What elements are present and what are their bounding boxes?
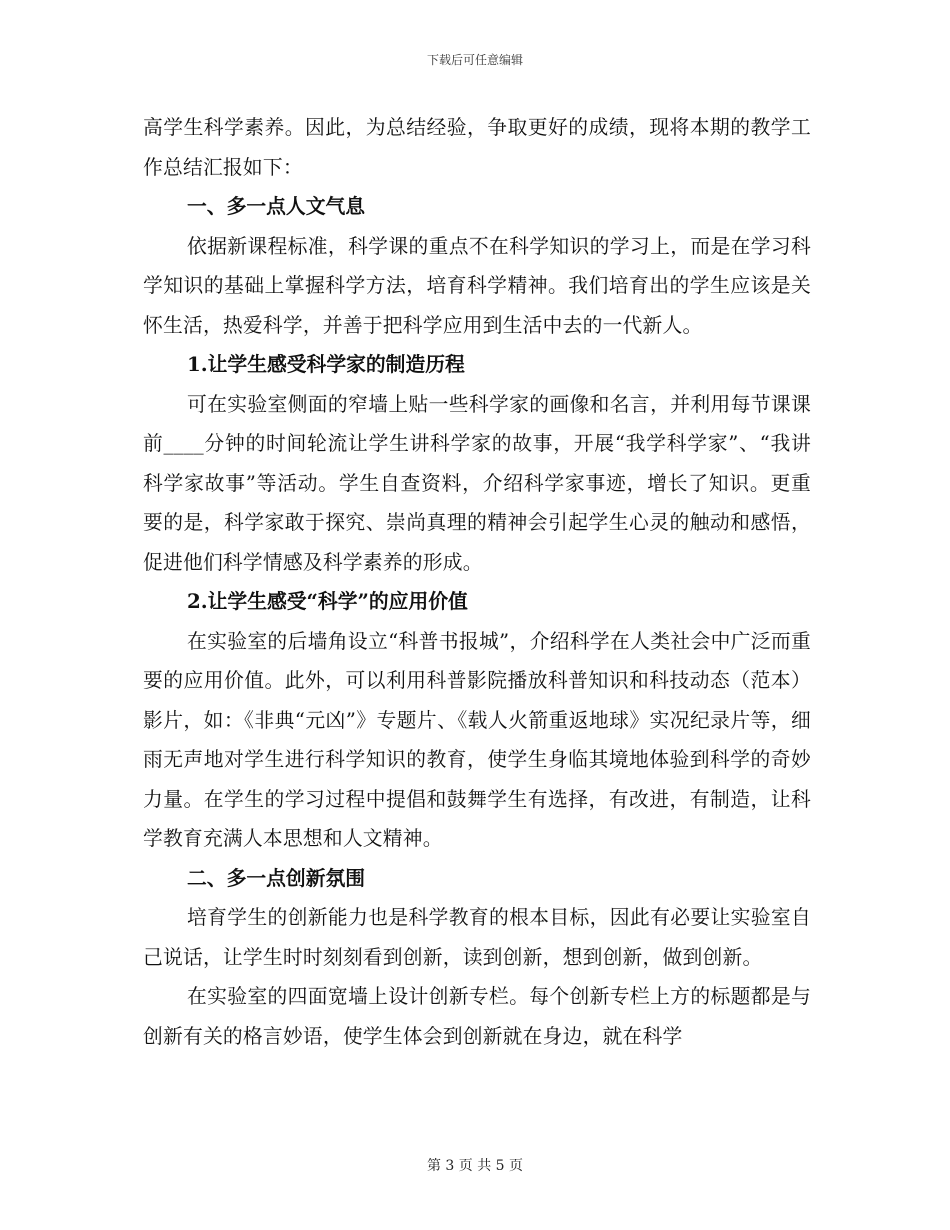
subheading-application-value: 2.让学生感受“科学”的应用价值 xyxy=(187,589,468,613)
section-heading-humanities: 一、多一点人文气息 xyxy=(187,194,366,218)
subheading-scientist-history: 1.让学生感受科学家的制造历程 xyxy=(187,352,465,376)
paragraph-innovation-column: 在实验室的四面宽墙上设计创新专栏。每个创新专栏上方的标题都是与创新有关的格言妙语，使学生体会到创新就在身边，就在科学 xyxy=(143,985,811,1048)
paragraph-curriculum-standard: 依据新课程标准，科学课的重点不在科学知识的学习上，而是在学习科学知识的基础上掌握科学方法，培育科学精神。我们培育出的学生应该是关怀生活，热爱科学，并善于把科学应用到生活中去的一代新人。 xyxy=(143,234,811,337)
paragraph-science-book-city: 在实验室的后墙角设立“科普书报城”，介绍科学在人类社会中广泛而重要的应用价值。此外，可以利用科普影院播放科普知识和科技动态（范本）影片，如：《非典“元凶”》专题片、《载人火箭重返地球》实况纪录片等，细雨无声地对学生进行科学知识的教育，使学生身临其境地体验到科学的奇妙力量。在学生的学习过程中提倡和鼓舞学生有选择，有改进，有制造，让科学教育充满人本思想和人文精神。 xyxy=(143,629,811,850)
paragraph-scientist-stories: 可在实验室侧面的窄墙上贴一些科学家的画像和名言，并利用每节课课前____分钟的时间轮流让学生讲科学家的故事，开展“我学科学家”、“我讲科学家故事”等活动。学生自查资料，介绍科学家事迹，增长了知识。更重要的是，科学家敢于探究、崇尚真理的精神会引起学生心灵的触动和感悟，促进他们科学情感及科学素养的形成。 xyxy=(143,392,811,574)
page-header: 下载后可任意编辑 xyxy=(426,53,523,67)
page-footer: 第 3 页 共 5 页 xyxy=(426,1158,524,1174)
paragraph-innovation-goal: 培育学生的创新能力也是科学教育的根本目标，因此有必要让实验室自己说话，让学生时时刻刻看到创新，读到创新，想到创新，做到创新。 xyxy=(143,906,811,969)
paragraph-intro: 高学生科学素养。因此，为总结经验，争取更好的成绩，现将本期的教学工作总结汇报如下： xyxy=(143,116,811,179)
section-heading-innovation: 二、多一点创新氛围 xyxy=(187,865,366,890)
document-body xyxy=(143,108,811,1056)
